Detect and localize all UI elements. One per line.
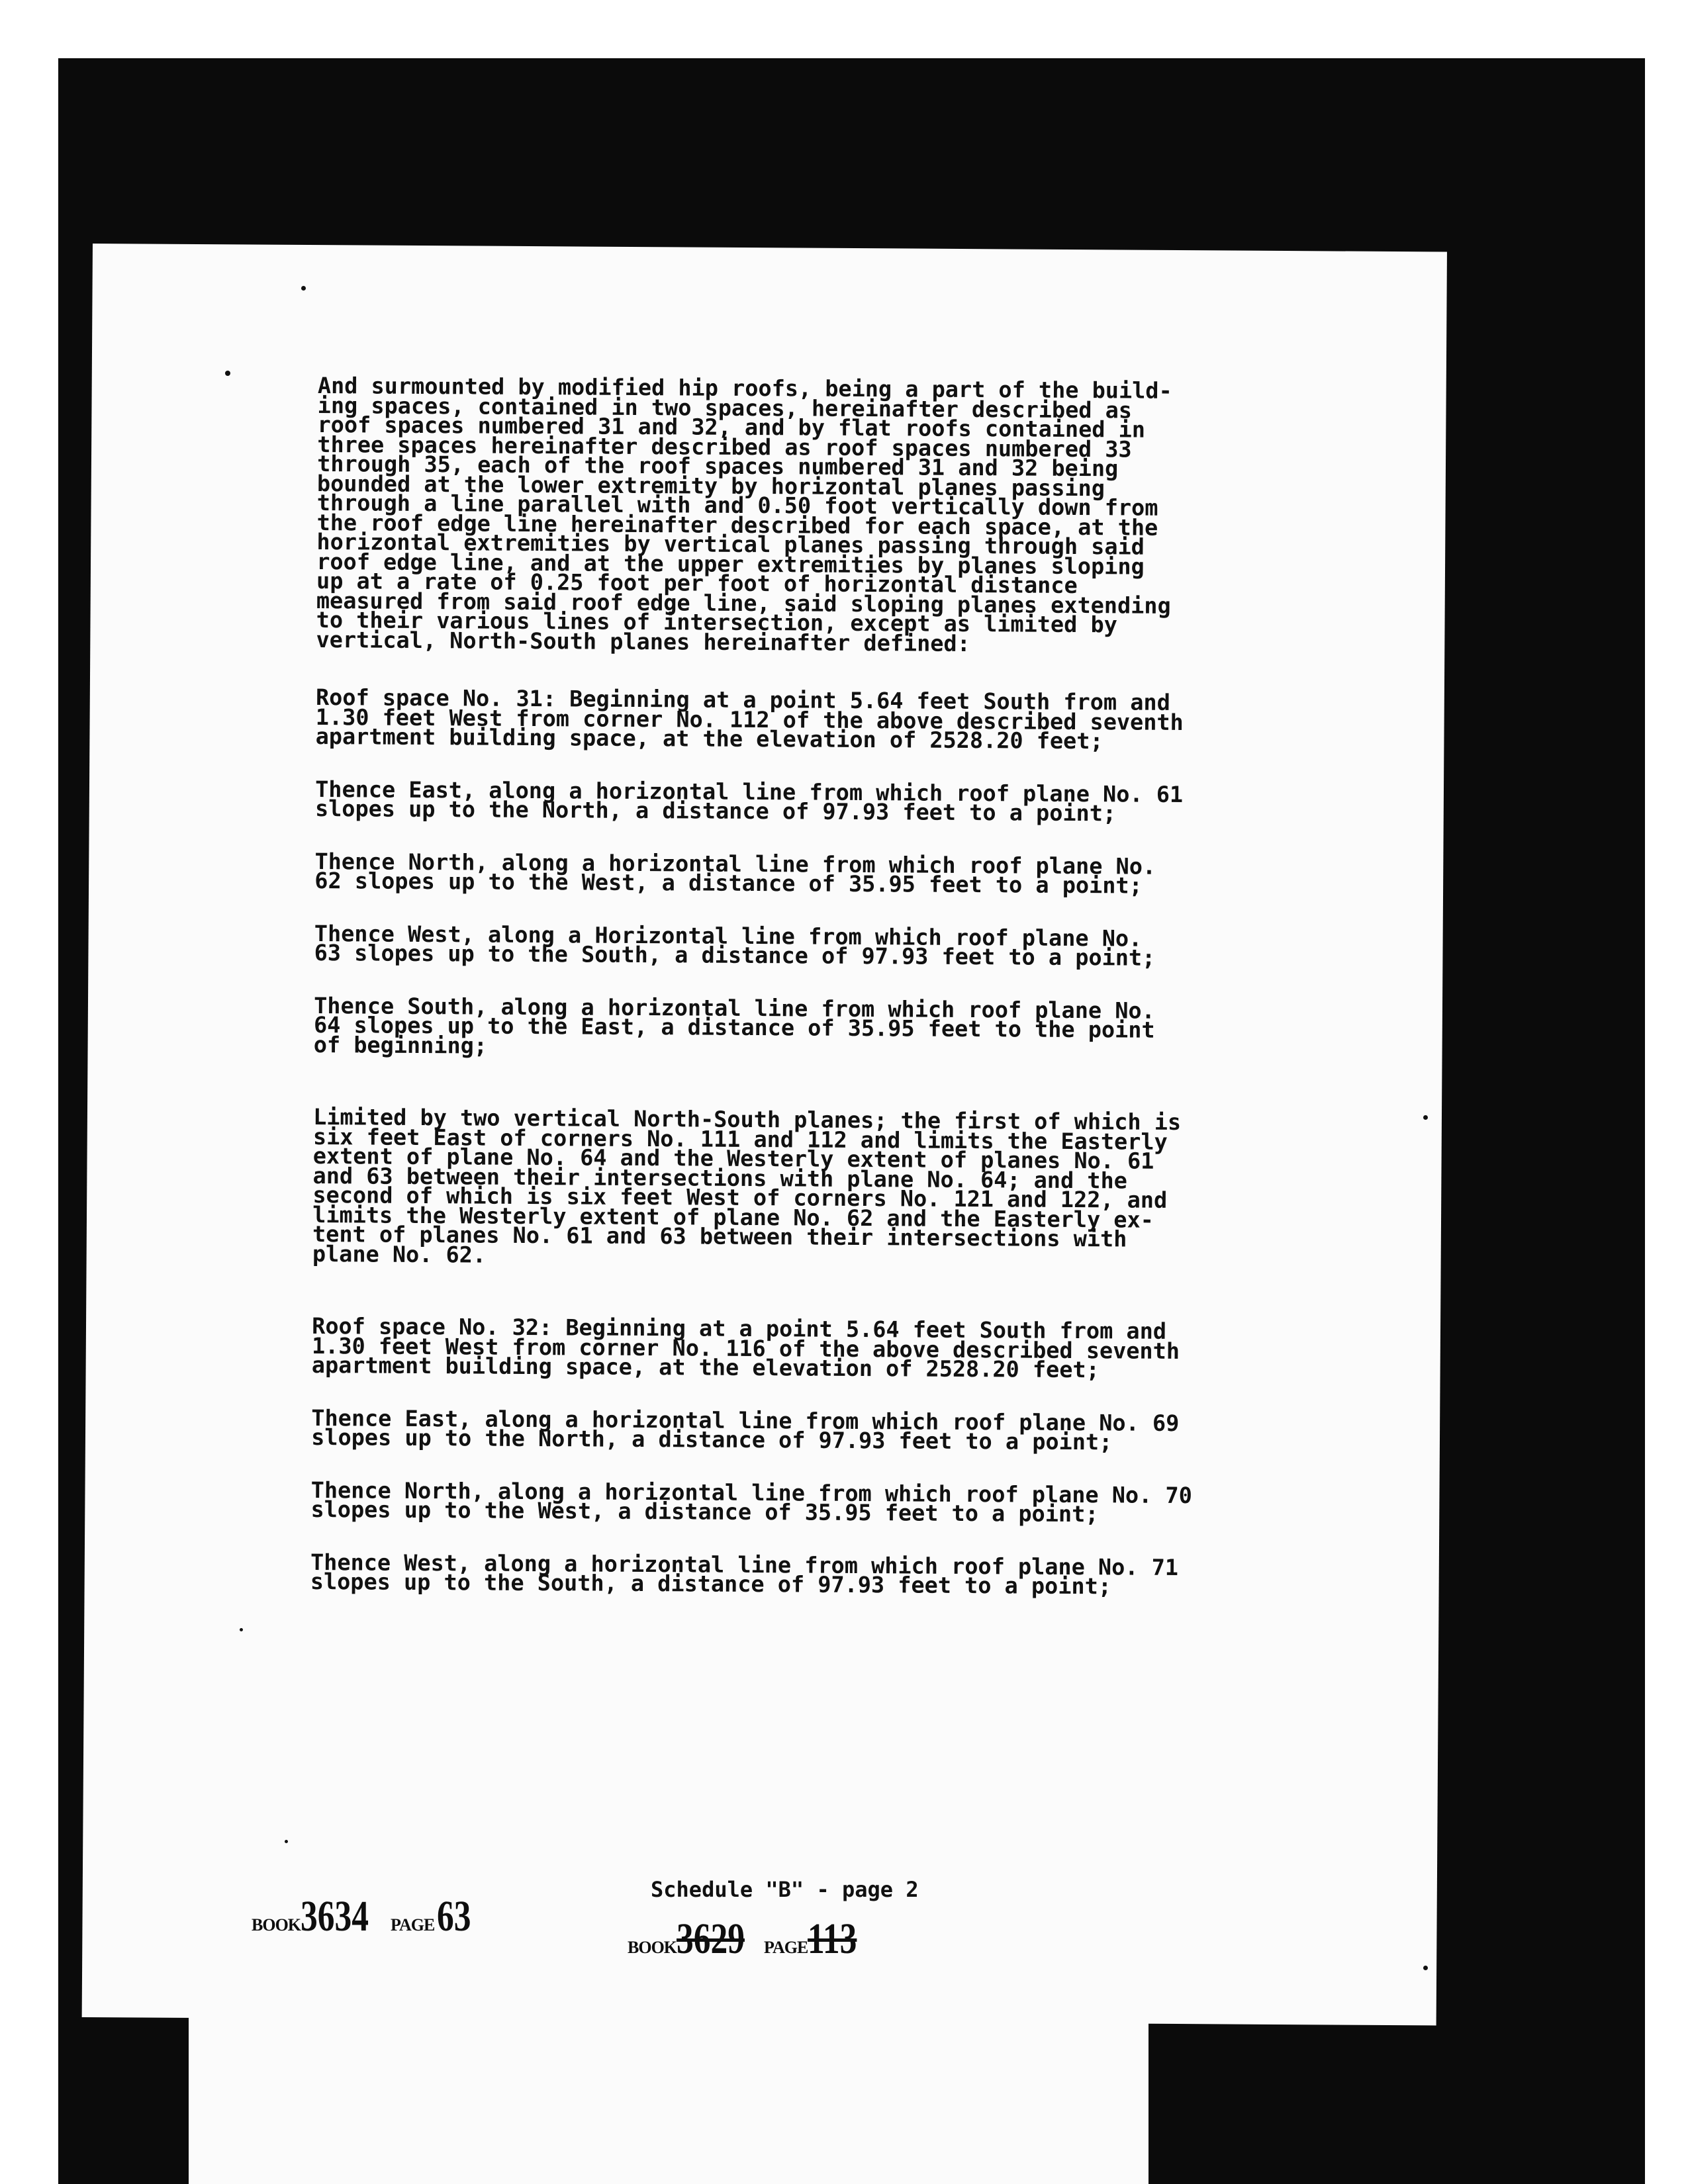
course-west-31: Thence West, along a Horizontal line from which roof plane No. 63 slopes up to the South, a distance of 97.93 feet to a point; <box>314 920 1156 971</box>
scan-speck <box>285 1840 288 1843</box>
page-number: 113 <box>808 1915 857 1963</box>
scan-speck <box>1423 1115 1428 1120</box>
roof-space-32-start: Roof space No. 32: Beginning at a point 5.64 feet South from and 1.30 feet West from corner No. 116 of the above described seventh apartment building space, at the elevation of 2528.20 feet; <box>311 1312 1180 1383</box>
page-footer-label: Schedule "B" - page 2 <box>651 1877 919 1902</box>
document-sheet-lower-edge <box>189 2005 1149 2184</box>
scan-speck <box>240 1628 243 1631</box>
page-number: 63 <box>437 1892 471 1940</box>
course-north-31: Thence North, along a horizontal line from which roof plane No. 62 slopes up to the West, a distance of 35.95 feet to a point; <box>314 848 1156 899</box>
course-north-32: Thence North, along a horizontal line from which roof plane No. 70 slopes up to the West, a distance of 35.95 feet to a point; <box>310 1477 1192 1527</box>
scan-speck <box>1423 1966 1428 1970</box>
book-word: BOOK <box>252 1915 301 1934</box>
course-east-31: Thence East, along a horizontal line from which roof plane No. 61 slopes up to the North, a distance of 97.93 feet to a point; <box>314 776 1184 827</box>
intro-paragraph: And surmounted by modified hip roofs, being a part of the build- ing spaces, contained in two spaces, hereinafter described as roof spaces numbered 31 and 32, and by flat roofs contained in three spaces hereinafter described as roof spaces numbered 33 through 35, each of the roof spaces numbered 31 and 32 being bounded at the lower extremity by horizontal planes passing through a line parallel with and 0.50 foot vertically down from the roof edge line hereinafter described for each space, at the horizontal extremities by vertical planes passing through said roof edge line, and at the upper extremities by planes sloping up at a rate of 0.25 foot per foot of horizontal distance measured from said roof edge line, said sloping planes extending to their various lines of intersection, except as limited by vertical, North-South planes hereinafter defined: <box>316 373 1172 657</box>
scan-speck <box>301 286 306 291</box>
scan-speck <box>225 371 230 376</box>
book-word: BOOK <box>628 1938 677 1957</box>
roof-space-31-start: Roof space No. 31: Beginning at a point 5.64 feet South from and 1.30 feet West from corner No. 112 of the above described seventh apartment building space, at the elevation of 2528.20 feet; <box>315 684 1184 754</box>
course-west-32: Thence West, along a horizontal line from which roof plane No. 71 slopes up to the South, a distance of 97.93 feet to a point; <box>310 1549 1179 1600</box>
document-body <box>310 373 1403 1631</box>
book-page-stamp <box>252 1891 481 1942</box>
course-south-31: Thence South, along a horizontal line from which roof plane No. 64 slopes up to the East, a distance of 35.95 feet to the point of beginning; <box>313 992 1155 1059</box>
page-word: PAGE <box>391 1915 435 1934</box>
original-book-page-stamp <box>628 1914 871 1964</box>
page-word: PAGE <box>764 1938 808 1957</box>
limits-paragraph: Limited by two vertical North-South planes; the first of which is six feet East of corners No. 111 and 112 and limits the Easterly extent of plane No. 64 and the Westerly extent of planes No. 61 and 63 between their intersections with plane No. 64; and the second of which is six feet West of corners No. 121 and 122, and limits the Westerly extent of plane No. 62 and the Easterly ex- tent of planes No. 61 and 63 between their intersections with plane No. 62. <box>312 1103 1182 1268</box>
book-number: 3634 <box>301 1892 369 1940</box>
book-number: 3629 <box>677 1915 745 1963</box>
course-east-32: Thence East, along a horizontal line from which roof plane No. 69 slopes up to the North, a distance of 97.93 feet to a point; <box>311 1404 1180 1455</box>
